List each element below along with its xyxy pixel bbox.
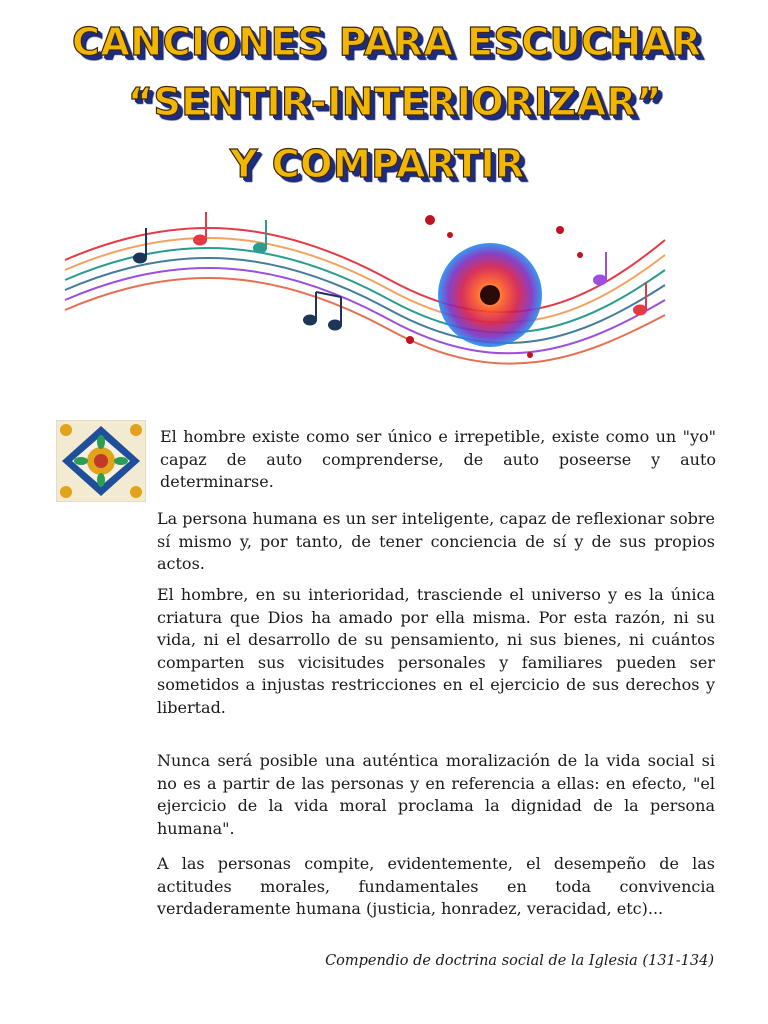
paragraph-1: El hombre existe como ser único e irrepetible, existe como un "yo" capaz de auto comprenderse, de auto poseerse y auto determinarse. (160, 427, 716, 491)
title-line-3: Y COMPARTIR (230, 142, 525, 186)
title-line-2: “SENTIR-INTERIORIZAR” (128, 80, 662, 124)
decorative-tile-image (56, 420, 146, 502)
title-line-1: CANCIONES PARA ESCUCHAR (72, 20, 702, 64)
music-banner-image (60, 200, 670, 370)
paragraph-2: La persona humana es un ser inteligente, capaz de reflexionar sobre sí mismo y, por tanto, de tener conciencia de sí y de sus propios actos. (157, 509, 715, 573)
paragraph-5: A las personas compite, evidentemente, el desempeño de las actitudes morales, fundamentales en toda convivencia verdaderamente humana (justicia, honradez, veracidad, etc)... (157, 854, 715, 918)
citation: Compendio de doctrina social de la Iglesia (131-134) (325, 953, 714, 969)
paragraph-3: El hombre, en su interioridad, trasciende el universo y es la única criatura que Dios ha amado por ella misma. Por esta razón, ni su vida, ni el desarrollo de su pensamiento, ni sus bienes, ni cuántos comparten sus vicisitudes personales y familiares pueden ser sometidos a injustas restricciones en el ejercicio de sus derechos y libertad. (157, 585, 715, 717)
paragraph-4: Nunca será posible una auténtica moralización de la vida social si no es a partir de las personas y en referencia a ellas: en efecto, "el ejercicio de la vida moral proclama la dignidad de la persona humana". (157, 751, 715, 838)
